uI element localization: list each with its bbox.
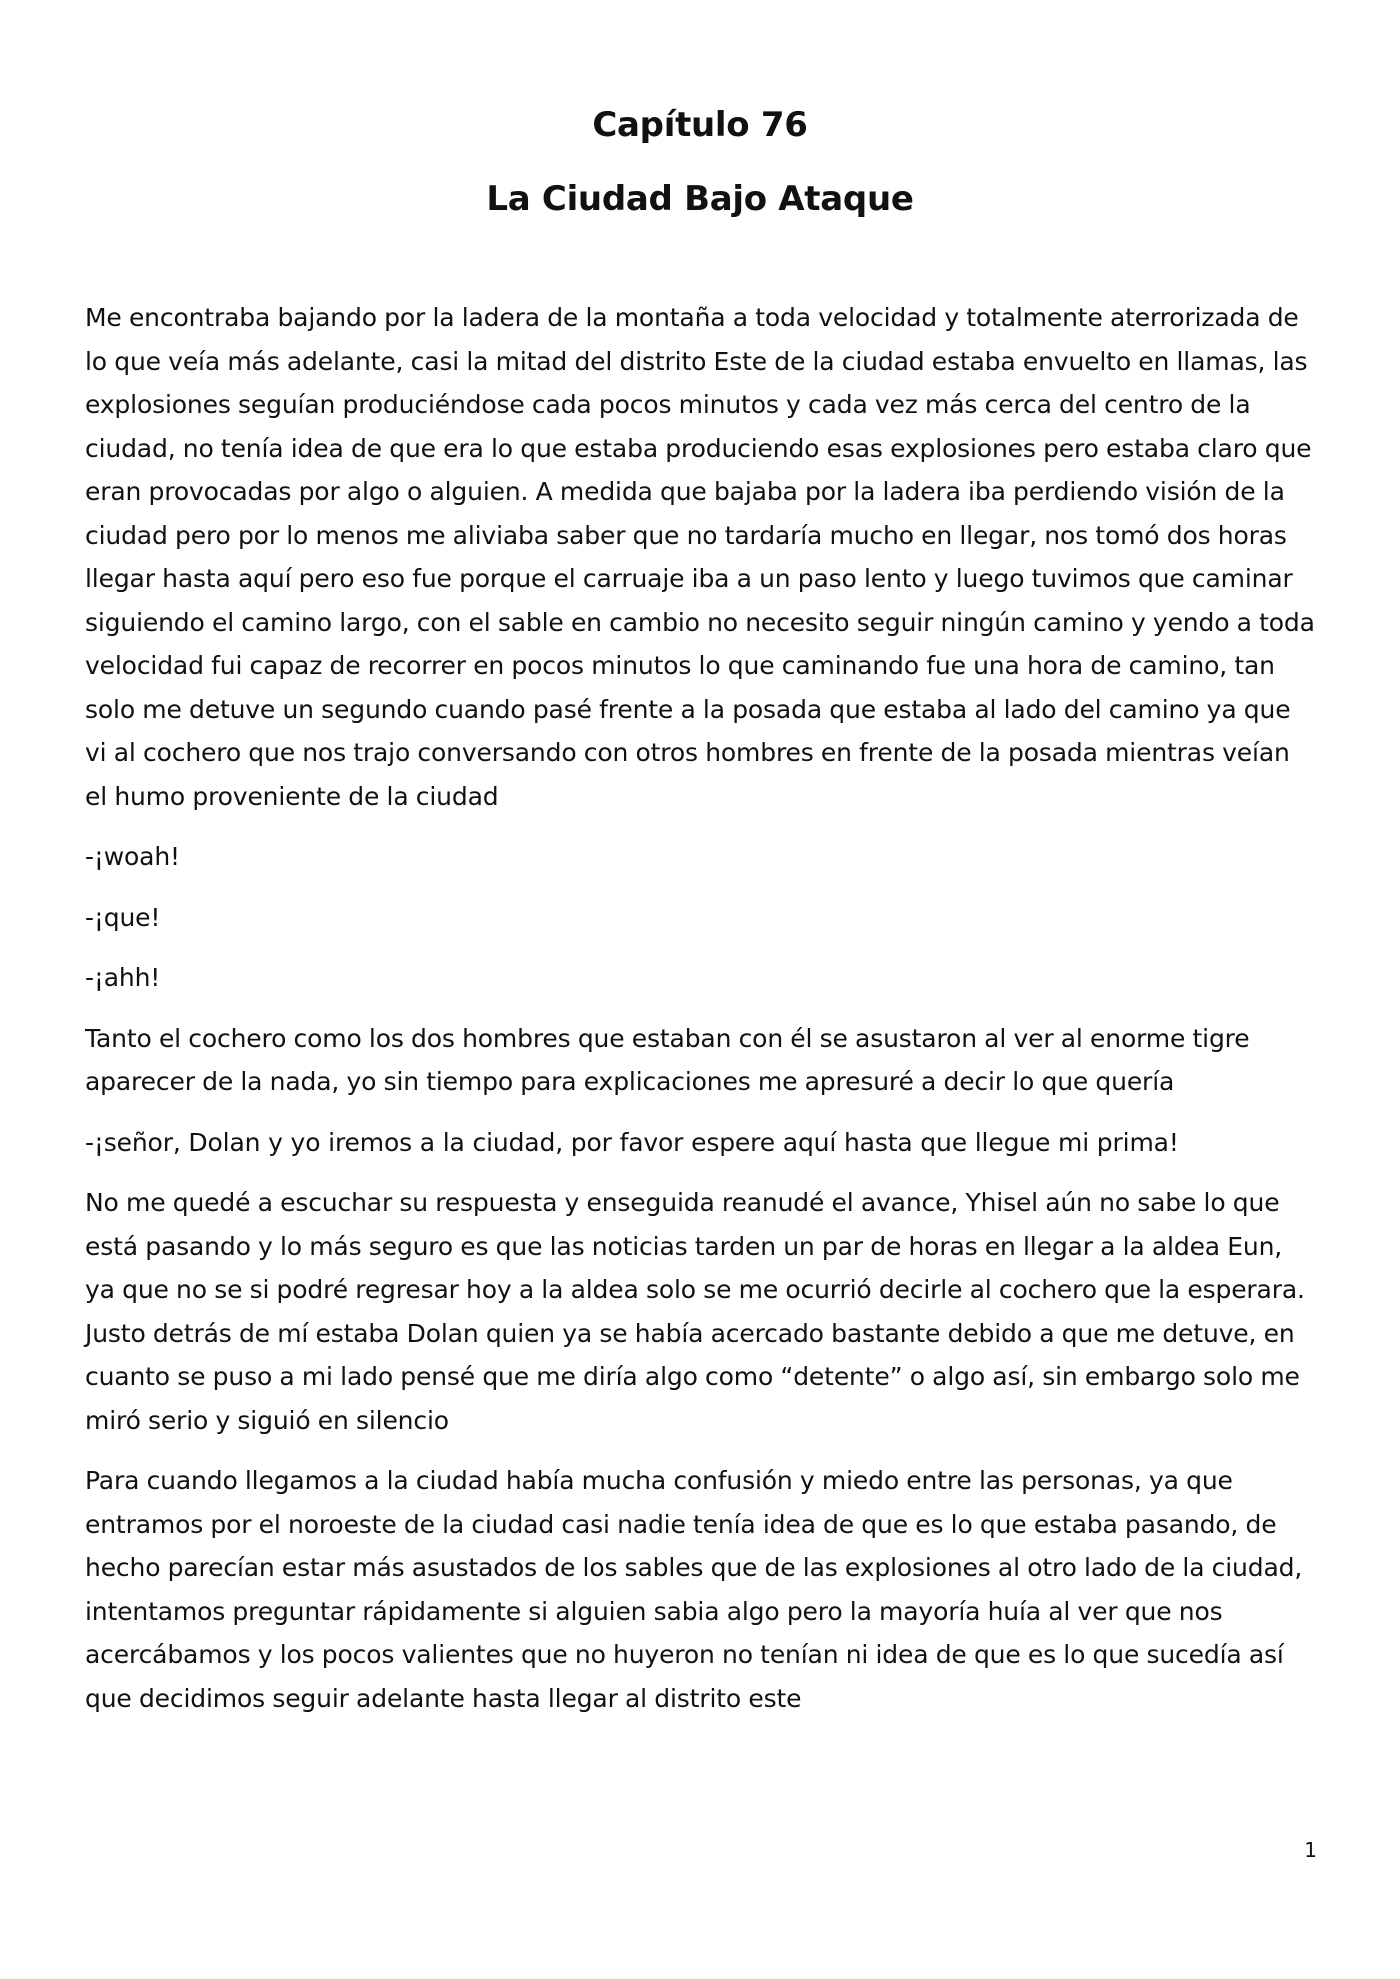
dialogue-line: -¡que! [85,902,161,932]
paragraph: Para cuando llegamos a la ciudad había mucha confusión y miedo entre las personas, ya que entramos por el noroeste de la ciudad casi nadie tenía idea de que es lo que estaba pasando, de hecho parecían estar más asustados de los sables que de las explosiones al otro lado de la ciudad, intentamos preguntar rápidamente si alguien sabia algo pero la mayoría huía al ver que nos acercábamos y los pocos valientes que no huyeron no tenían ni idea de que es lo que sucedía así que decidimos seguir adelante hasta llegar al distrito este [85,1466,1303,1713]
chapter-title: La Ciudad Bajo Ataque [486,179,914,219]
chapter-number: Capítulo 76 [592,105,808,145]
chapter-body [85,296,1315,1737]
paragraph: Me encontraba bajando por la ladera de la montaña a toda velocidad y totalmente aterrorizada de lo que veía más adelante, casi la mitad del distrito Este de la ciudad estaba envuelto en llamas, las explosiones seguían produciéndose cada pocos minutos y cada vez más cerca del centro de la ciudad, no tenía idea de que era lo que estaba produciendo esas explosiones pero estaba claro que eran provocadas por algo o alguien. A medida que bajaba por la ladera iba perdiendo visión de la ciudad pero por lo menos me aliviaba saber que no tardaría mucho en llegar, nos tomó dos horas llegar hasta aquí pero eso fue porque el carruaje iba a un paso lento y luego tuvimos que caminar siguiendo el camino largo, con el sable en cambio no necesito seguir ningún camino y yendo a toda velocidad fui capaz de recorrer en pocos minutos lo que caminando fue una hora de camino, tan solo me detuve un segundo cuando pasé frente a la posada que estaba al lado del camino ya que vi al cochero que nos trajo conversando con otros hombres en frente de la posada mientras veían el humo proveniente de la ciudad [85,303,1315,811]
paragraph: Tanto el cochero como los dos hombres que estaban con él se asustaron al ver al enorme tigre aparecer de la nada, yo sin tiempo para explicaciones me apresuré a decir lo que quería [85,1023,1250,1096]
paragraph: No me quedé a escuchar su respuesta y enseguida reanudé el avance, Yhisel aún no sabe lo que está pasando y lo más seguro es que las noticias tarden un par de horas en llegar a la aldea Eun, ya que no se si podré regresar hoy a la aldea solo se me ocurrió decirle al cochero que la esperara. Justo detrás de mí estaba Dolan quien ya se había acercado bastante debido a que me detuve, en cuanto se puso a mi lado pensé que me diría algo como “detente” o algo así, sin embargo solo me miró serio y siguió en silencio [85,1188,1305,1435]
dialogue-line: -¡señor, Dolan y yo iremos a la ciudad, por favor espere aquí hasta que llegue mi prima! [85,1127,1179,1157]
dialogue-line: -¡ahh! [85,963,161,992]
dialogue-line: -¡woah! [85,842,180,871]
page-number: 1 [1304,1838,1317,1862]
chapter-heading [0,88,1400,236]
